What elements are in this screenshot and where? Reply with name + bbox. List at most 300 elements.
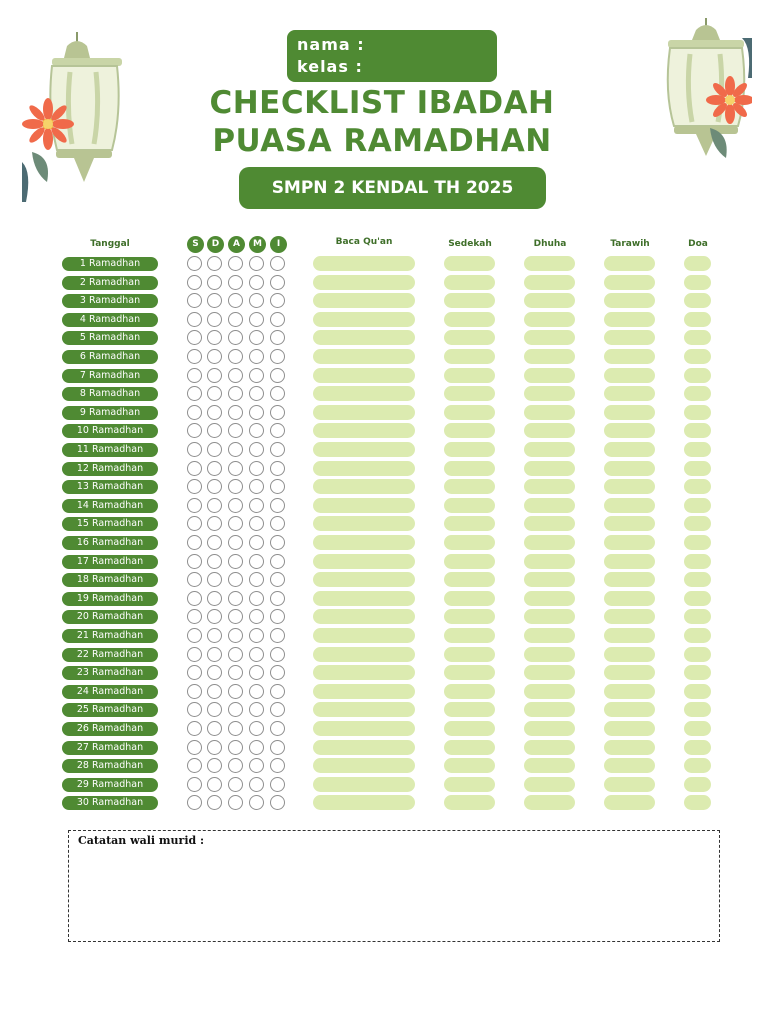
sdami-checkbox-m[interactable] bbox=[249, 740, 264, 755]
sdami-checkbox-i[interactable] bbox=[270, 758, 285, 773]
sdami-checkbox-i[interactable] bbox=[270, 479, 285, 494]
quran-cell[interactable] bbox=[313, 591, 415, 606]
sedekah-cell[interactable] bbox=[444, 516, 495, 531]
dhuha-cell[interactable] bbox=[524, 386, 575, 401]
sedekah-cell[interactable] bbox=[444, 572, 495, 587]
sdami-checkbox-i[interactable] bbox=[270, 256, 285, 271]
tarawih-cell[interactable] bbox=[604, 721, 655, 736]
sdami-checkbox-d[interactable] bbox=[207, 293, 222, 308]
sdami-checkbox-i[interactable] bbox=[270, 572, 285, 587]
sdami-checkbox-m[interactable] bbox=[249, 368, 264, 383]
quran-cell[interactable] bbox=[313, 740, 415, 755]
sdami-checkbox-i[interactable] bbox=[270, 461, 285, 476]
tarawih-cell[interactable] bbox=[604, 572, 655, 587]
sdami-checkbox-a[interactable] bbox=[228, 423, 243, 438]
sdami-checkbox-m[interactable] bbox=[249, 647, 264, 662]
dhuha-cell[interactable] bbox=[524, 405, 575, 420]
quran-cell[interactable] bbox=[313, 423, 415, 438]
sedekah-cell[interactable] bbox=[444, 795, 495, 810]
quran-cell[interactable] bbox=[313, 684, 415, 699]
sdami-checkbox-d[interactable] bbox=[207, 777, 222, 792]
doa-cell[interactable] bbox=[684, 647, 711, 662]
dhuha-cell[interactable] bbox=[524, 293, 575, 308]
sdami-checkbox-d[interactable] bbox=[207, 591, 222, 606]
sdami-checkbox-s[interactable] bbox=[187, 795, 202, 810]
dhuha-cell[interactable] bbox=[524, 758, 575, 773]
dhuha-cell[interactable] bbox=[524, 628, 575, 643]
doa-cell[interactable] bbox=[684, 405, 711, 420]
quran-cell[interactable] bbox=[313, 554, 415, 569]
doa-cell[interactable] bbox=[684, 516, 711, 531]
sedekah-cell[interactable] bbox=[444, 256, 495, 271]
sdami-checkbox-s[interactable] bbox=[187, 721, 202, 736]
tarawih-cell[interactable] bbox=[604, 256, 655, 271]
tarawih-cell[interactable] bbox=[604, 293, 655, 308]
sdami-checkbox-a[interactable] bbox=[228, 479, 243, 494]
quran-cell[interactable] bbox=[313, 461, 415, 476]
tarawih-cell[interactable] bbox=[604, 665, 655, 680]
sedekah-cell[interactable] bbox=[444, 275, 495, 290]
sdami-checkbox-s[interactable] bbox=[187, 591, 202, 606]
sdami-checkbox-d[interactable] bbox=[207, 330, 222, 345]
doa-cell[interactable] bbox=[684, 758, 711, 773]
sdami-checkbox-i[interactable] bbox=[270, 665, 285, 680]
doa-cell[interactable] bbox=[684, 721, 711, 736]
sdami-checkbox-a[interactable] bbox=[228, 293, 243, 308]
sdami-checkbox-d[interactable] bbox=[207, 609, 222, 624]
sdami-checkbox-a[interactable] bbox=[228, 758, 243, 773]
sdami-checkbox-a[interactable] bbox=[228, 256, 243, 271]
dhuha-cell[interactable] bbox=[524, 461, 575, 476]
sdami-checkbox-d[interactable] bbox=[207, 423, 222, 438]
sedekah-cell[interactable] bbox=[444, 721, 495, 736]
sedekah-cell[interactable] bbox=[444, 758, 495, 773]
sdami-checkbox-s[interactable] bbox=[187, 349, 202, 364]
sdami-checkbox-s[interactable] bbox=[187, 423, 202, 438]
sdami-checkbox-a[interactable] bbox=[228, 498, 243, 513]
sdami-checkbox-a[interactable] bbox=[228, 647, 243, 662]
doa-cell[interactable] bbox=[684, 777, 711, 792]
dhuha-cell[interactable] bbox=[524, 721, 575, 736]
sdami-checkbox-m[interactable] bbox=[249, 665, 264, 680]
sdami-checkbox-s[interactable] bbox=[187, 516, 202, 531]
sdami-checkbox-i[interactable] bbox=[270, 312, 285, 327]
quran-cell[interactable] bbox=[313, 609, 415, 624]
doa-cell[interactable] bbox=[684, 256, 711, 271]
sedekah-cell[interactable] bbox=[444, 349, 495, 364]
sdami-checkbox-d[interactable] bbox=[207, 758, 222, 773]
sdami-checkbox-m[interactable] bbox=[249, 386, 264, 401]
sdami-checkbox-d[interactable] bbox=[207, 368, 222, 383]
tarawih-cell[interactable] bbox=[604, 554, 655, 569]
quran-cell[interactable] bbox=[313, 572, 415, 587]
sdami-checkbox-i[interactable] bbox=[270, 442, 285, 457]
doa-cell[interactable] bbox=[684, 330, 711, 345]
sdami-checkbox-i[interactable] bbox=[270, 647, 285, 662]
sdami-checkbox-d[interactable] bbox=[207, 647, 222, 662]
doa-cell[interactable] bbox=[684, 740, 711, 755]
sdami-checkbox-a[interactable] bbox=[228, 405, 243, 420]
sedekah-cell[interactable] bbox=[444, 665, 495, 680]
sdami-checkbox-a[interactable] bbox=[228, 591, 243, 606]
sdami-checkbox-i[interactable] bbox=[270, 609, 285, 624]
sdami-checkbox-i[interactable] bbox=[270, 516, 285, 531]
sedekah-cell[interactable] bbox=[444, 647, 495, 662]
tarawih-cell[interactable] bbox=[604, 684, 655, 699]
dhuha-cell[interactable] bbox=[524, 275, 575, 290]
sdami-checkbox-m[interactable] bbox=[249, 628, 264, 643]
sdami-checkbox-m[interactable] bbox=[249, 721, 264, 736]
doa-cell[interactable] bbox=[684, 349, 711, 364]
doa-cell[interactable] bbox=[684, 368, 711, 383]
sdami-checkbox-s[interactable] bbox=[187, 609, 202, 624]
sedekah-cell[interactable] bbox=[444, 684, 495, 699]
sdami-checkbox-d[interactable] bbox=[207, 628, 222, 643]
quran-cell[interactable] bbox=[313, 405, 415, 420]
doa-cell[interactable] bbox=[684, 572, 711, 587]
doa-cell[interactable] bbox=[684, 498, 711, 513]
sedekah-cell[interactable] bbox=[444, 591, 495, 606]
sdami-checkbox-i[interactable] bbox=[270, 275, 285, 290]
sdami-checkbox-a[interactable] bbox=[228, 740, 243, 755]
sedekah-cell[interactable] bbox=[444, 498, 495, 513]
sdami-checkbox-s[interactable] bbox=[187, 368, 202, 383]
tarawih-cell[interactable] bbox=[604, 535, 655, 550]
sdami-checkbox-i[interactable] bbox=[270, 684, 285, 699]
sdami-checkbox-d[interactable] bbox=[207, 684, 222, 699]
sdami-checkbox-m[interactable] bbox=[249, 795, 264, 810]
quran-cell[interactable] bbox=[313, 256, 415, 271]
tarawih-cell[interactable] bbox=[604, 702, 655, 717]
quran-cell[interactable] bbox=[313, 795, 415, 810]
sdami-checkbox-m[interactable] bbox=[249, 591, 264, 606]
tarawih-cell[interactable] bbox=[604, 628, 655, 643]
sdami-checkbox-s[interactable] bbox=[187, 740, 202, 755]
sdami-checkbox-d[interactable] bbox=[207, 516, 222, 531]
sdami-checkbox-s[interactable] bbox=[187, 535, 202, 550]
sdami-checkbox-s[interactable] bbox=[187, 461, 202, 476]
dhuha-cell[interactable] bbox=[524, 535, 575, 550]
sdami-checkbox-i[interactable] bbox=[270, 498, 285, 513]
sdami-checkbox-a[interactable] bbox=[228, 461, 243, 476]
sdami-checkbox-m[interactable] bbox=[249, 349, 264, 364]
sedekah-cell[interactable] bbox=[444, 405, 495, 420]
quran-cell[interactable] bbox=[313, 479, 415, 494]
sedekah-cell[interactable] bbox=[444, 777, 495, 792]
tarawih-cell[interactable] bbox=[604, 498, 655, 513]
quran-cell[interactable] bbox=[313, 628, 415, 643]
sdami-checkbox-a[interactable] bbox=[228, 516, 243, 531]
parent-notes-box[interactable] bbox=[68, 830, 720, 942]
dhuha-cell[interactable] bbox=[524, 795, 575, 810]
dhuha-cell[interactable] bbox=[524, 516, 575, 531]
sdami-checkbox-m[interactable] bbox=[249, 535, 264, 550]
sdami-checkbox-i[interactable] bbox=[270, 554, 285, 569]
sedekah-cell[interactable] bbox=[444, 386, 495, 401]
tarawih-cell[interactable] bbox=[604, 461, 655, 476]
quran-cell[interactable] bbox=[313, 535, 415, 550]
tarawih-cell[interactable] bbox=[604, 330, 655, 345]
quran-cell[interactable] bbox=[313, 777, 415, 792]
sdami-checkbox-d[interactable] bbox=[207, 256, 222, 271]
sdami-checkbox-d[interactable] bbox=[207, 740, 222, 755]
sdami-checkbox-d[interactable] bbox=[207, 479, 222, 494]
sdami-checkbox-d[interactable] bbox=[207, 795, 222, 810]
sdami-checkbox-i[interactable] bbox=[270, 628, 285, 643]
sedekah-cell[interactable] bbox=[444, 312, 495, 327]
sdami-checkbox-s[interactable] bbox=[187, 405, 202, 420]
tarawih-cell[interactable] bbox=[604, 312, 655, 327]
sdami-checkbox-i[interactable] bbox=[270, 702, 285, 717]
dhuha-cell[interactable] bbox=[524, 702, 575, 717]
quran-cell[interactable] bbox=[313, 665, 415, 680]
sdami-checkbox-m[interactable] bbox=[249, 609, 264, 624]
sdami-checkbox-s[interactable] bbox=[187, 554, 202, 569]
sdami-checkbox-a[interactable] bbox=[228, 665, 243, 680]
sdami-checkbox-d[interactable] bbox=[207, 721, 222, 736]
sdami-checkbox-a[interactable] bbox=[228, 795, 243, 810]
tarawih-cell[interactable] bbox=[604, 740, 655, 755]
sdami-checkbox-m[interactable] bbox=[249, 423, 264, 438]
tarawih-cell[interactable] bbox=[604, 368, 655, 383]
sdami-checkbox-a[interactable] bbox=[228, 609, 243, 624]
sdami-checkbox-d[interactable] bbox=[207, 572, 222, 587]
sdami-checkbox-a[interactable] bbox=[228, 554, 243, 569]
sdami-checkbox-s[interactable] bbox=[187, 758, 202, 773]
dhuha-cell[interactable] bbox=[524, 312, 575, 327]
tarawih-cell[interactable] bbox=[604, 275, 655, 290]
quran-cell[interactable] bbox=[313, 758, 415, 773]
doa-cell[interactable] bbox=[684, 684, 711, 699]
sdami-checkbox-s[interactable] bbox=[187, 256, 202, 271]
tarawih-cell[interactable] bbox=[604, 386, 655, 401]
quran-cell[interactable] bbox=[313, 516, 415, 531]
sdami-checkbox-s[interactable] bbox=[187, 647, 202, 662]
doa-cell[interactable] bbox=[684, 702, 711, 717]
sdami-checkbox-i[interactable] bbox=[270, 721, 285, 736]
sedekah-cell[interactable] bbox=[444, 330, 495, 345]
sedekah-cell[interactable] bbox=[444, 702, 495, 717]
dhuha-cell[interactable] bbox=[524, 591, 575, 606]
sedekah-cell[interactable] bbox=[444, 368, 495, 383]
sedekah-cell[interactable] bbox=[444, 293, 495, 308]
dhuha-cell[interactable] bbox=[524, 442, 575, 457]
quran-cell[interactable] bbox=[313, 312, 415, 327]
sdami-checkbox-m[interactable] bbox=[249, 572, 264, 587]
sdami-checkbox-i[interactable] bbox=[270, 795, 285, 810]
sdami-checkbox-m[interactable] bbox=[249, 275, 264, 290]
doa-cell[interactable] bbox=[684, 386, 711, 401]
sdami-checkbox-i[interactable] bbox=[270, 330, 285, 345]
sdami-checkbox-s[interactable] bbox=[187, 628, 202, 643]
sdami-checkbox-m[interactable] bbox=[249, 293, 264, 308]
sdami-checkbox-m[interactable] bbox=[249, 312, 264, 327]
sdami-checkbox-d[interactable] bbox=[207, 665, 222, 680]
sdami-checkbox-m[interactable] bbox=[249, 777, 264, 792]
sedekah-cell[interactable] bbox=[444, 479, 495, 494]
sdami-checkbox-m[interactable] bbox=[249, 405, 264, 420]
sdami-checkbox-d[interactable] bbox=[207, 442, 222, 457]
dhuha-cell[interactable] bbox=[524, 554, 575, 569]
sdami-checkbox-a[interactable] bbox=[228, 275, 243, 290]
sdami-checkbox-i[interactable] bbox=[270, 293, 285, 308]
quran-cell[interactable] bbox=[313, 498, 415, 513]
tarawih-cell[interactable] bbox=[604, 591, 655, 606]
sdami-checkbox-m[interactable] bbox=[249, 442, 264, 457]
doa-cell[interactable] bbox=[684, 442, 711, 457]
doa-cell[interactable] bbox=[684, 293, 711, 308]
dhuha-cell[interactable] bbox=[524, 423, 575, 438]
doa-cell[interactable] bbox=[684, 461, 711, 476]
sdami-checkbox-i[interactable] bbox=[270, 368, 285, 383]
sdami-checkbox-m[interactable] bbox=[249, 256, 264, 271]
sdami-checkbox-d[interactable] bbox=[207, 312, 222, 327]
dhuha-cell[interactable] bbox=[524, 665, 575, 680]
tarawih-cell[interactable] bbox=[604, 777, 655, 792]
sedekah-cell[interactable] bbox=[444, 628, 495, 643]
sdami-checkbox-d[interactable] bbox=[207, 554, 222, 569]
tarawih-cell[interactable] bbox=[604, 758, 655, 773]
doa-cell[interactable] bbox=[684, 591, 711, 606]
sdami-checkbox-s[interactable] bbox=[187, 572, 202, 587]
sdami-checkbox-a[interactable] bbox=[228, 386, 243, 401]
tarawih-cell[interactable] bbox=[604, 423, 655, 438]
quran-cell[interactable] bbox=[313, 442, 415, 457]
sdami-checkbox-i[interactable] bbox=[270, 405, 285, 420]
sdami-checkbox-i[interactable] bbox=[270, 386, 285, 401]
doa-cell[interactable] bbox=[684, 479, 711, 494]
doa-cell[interactable] bbox=[684, 665, 711, 680]
sdami-checkbox-s[interactable] bbox=[187, 665, 202, 680]
sedekah-cell[interactable] bbox=[444, 442, 495, 457]
sdami-checkbox-i[interactable] bbox=[270, 591, 285, 606]
sedekah-cell[interactable] bbox=[444, 461, 495, 476]
sdami-checkbox-i[interactable] bbox=[270, 777, 285, 792]
dhuha-cell[interactable] bbox=[524, 777, 575, 792]
dhuha-cell[interactable] bbox=[524, 647, 575, 662]
tarawih-cell[interactable] bbox=[604, 647, 655, 662]
tarawih-cell[interactable] bbox=[604, 349, 655, 364]
quran-cell[interactable] bbox=[313, 721, 415, 736]
sdami-checkbox-a[interactable] bbox=[228, 312, 243, 327]
dhuha-cell[interactable] bbox=[524, 330, 575, 345]
quran-cell[interactable] bbox=[313, 386, 415, 401]
sdami-checkbox-i[interactable] bbox=[270, 349, 285, 364]
sdami-checkbox-m[interactable] bbox=[249, 684, 264, 699]
doa-cell[interactable] bbox=[684, 628, 711, 643]
sdami-checkbox-d[interactable] bbox=[207, 461, 222, 476]
sdami-checkbox-a[interactable] bbox=[228, 702, 243, 717]
sdami-checkbox-d[interactable] bbox=[207, 275, 222, 290]
sdami-checkbox-a[interactable] bbox=[228, 442, 243, 457]
sedekah-cell[interactable] bbox=[444, 423, 495, 438]
sdami-checkbox-a[interactable] bbox=[228, 684, 243, 699]
sdami-checkbox-d[interactable] bbox=[207, 349, 222, 364]
quran-cell[interactable] bbox=[313, 330, 415, 345]
sdami-checkbox-s[interactable] bbox=[187, 777, 202, 792]
quran-cell[interactable] bbox=[313, 702, 415, 717]
doa-cell[interactable] bbox=[684, 312, 711, 327]
quran-cell[interactable] bbox=[313, 349, 415, 364]
sdami-checkbox-d[interactable] bbox=[207, 405, 222, 420]
sdami-checkbox-a[interactable] bbox=[228, 777, 243, 792]
sedekah-cell[interactable] bbox=[444, 554, 495, 569]
tarawih-cell[interactable] bbox=[604, 795, 655, 810]
sdami-checkbox-a[interactable] bbox=[228, 368, 243, 383]
doa-cell[interactable] bbox=[684, 535, 711, 550]
doa-cell[interactable] bbox=[684, 423, 711, 438]
sdami-checkbox-m[interactable] bbox=[249, 498, 264, 513]
doa-cell[interactable] bbox=[684, 554, 711, 569]
sdami-checkbox-s[interactable] bbox=[187, 386, 202, 401]
quran-cell[interactable] bbox=[313, 293, 415, 308]
dhuha-cell[interactable] bbox=[524, 479, 575, 494]
sdami-checkbox-s[interactable] bbox=[187, 479, 202, 494]
sdami-checkbox-s[interactable] bbox=[187, 684, 202, 699]
sdami-checkbox-s[interactable] bbox=[187, 293, 202, 308]
tarawih-cell[interactable] bbox=[604, 442, 655, 457]
sdami-checkbox-d[interactable] bbox=[207, 535, 222, 550]
doa-cell[interactable] bbox=[684, 609, 711, 624]
tarawih-cell[interactable] bbox=[604, 405, 655, 420]
sdami-checkbox-i[interactable] bbox=[270, 423, 285, 438]
dhuha-cell[interactable] bbox=[524, 572, 575, 587]
sdami-checkbox-m[interactable] bbox=[249, 461, 264, 476]
dhuha-cell[interactable] bbox=[524, 684, 575, 699]
sdami-checkbox-a[interactable] bbox=[228, 628, 243, 643]
sdami-checkbox-a[interactable] bbox=[228, 572, 243, 587]
sedekah-cell[interactable] bbox=[444, 609, 495, 624]
sdami-checkbox-s[interactable] bbox=[187, 702, 202, 717]
doa-cell[interactable] bbox=[684, 795, 711, 810]
sdami-checkbox-a[interactable] bbox=[228, 721, 243, 736]
dhuha-cell[interactable] bbox=[524, 740, 575, 755]
sdami-checkbox-a[interactable] bbox=[228, 349, 243, 364]
sdami-checkbox-s[interactable] bbox=[187, 312, 202, 327]
tarawih-cell[interactable] bbox=[604, 479, 655, 494]
tarawih-cell[interactable] bbox=[604, 609, 655, 624]
sedekah-cell[interactable] bbox=[444, 740, 495, 755]
sdami-checkbox-m[interactable] bbox=[249, 330, 264, 345]
doa-cell[interactable] bbox=[684, 275, 711, 290]
sdami-checkbox-m[interactable] bbox=[249, 479, 264, 494]
sdami-checkbox-m[interactable] bbox=[249, 702, 264, 717]
dhuha-cell[interactable] bbox=[524, 609, 575, 624]
sdami-checkbox-d[interactable] bbox=[207, 386, 222, 401]
dhuha-cell[interactable] bbox=[524, 256, 575, 271]
sdami-checkbox-d[interactable] bbox=[207, 498, 222, 513]
sdami-checkbox-d[interactable] bbox=[207, 702, 222, 717]
dhuha-cell[interactable] bbox=[524, 368, 575, 383]
dhuha-cell[interactable] bbox=[524, 498, 575, 513]
quran-cell[interactable] bbox=[313, 368, 415, 383]
tarawih-cell[interactable] bbox=[604, 516, 655, 531]
sdami-checkbox-a[interactable] bbox=[228, 330, 243, 345]
sdami-checkbox-s[interactable] bbox=[187, 330, 202, 345]
sdami-checkbox-m[interactable] bbox=[249, 758, 264, 773]
sedekah-cell[interactable] bbox=[444, 535, 495, 550]
sdami-checkbox-s[interactable] bbox=[187, 275, 202, 290]
sdami-checkbox-i[interactable] bbox=[270, 535, 285, 550]
sdami-checkbox-s[interactable] bbox=[187, 498, 202, 513]
sdami-checkbox-a[interactable] bbox=[228, 535, 243, 550]
sdami-checkbox-m[interactable] bbox=[249, 516, 264, 531]
sdami-checkbox-s[interactable] bbox=[187, 442, 202, 457]
sdami-checkbox-m[interactable] bbox=[249, 554, 264, 569]
quran-cell[interactable] bbox=[313, 275, 415, 290]
quran-cell[interactable] bbox=[313, 647, 415, 662]
dhuha-cell[interactable] bbox=[524, 349, 575, 364]
